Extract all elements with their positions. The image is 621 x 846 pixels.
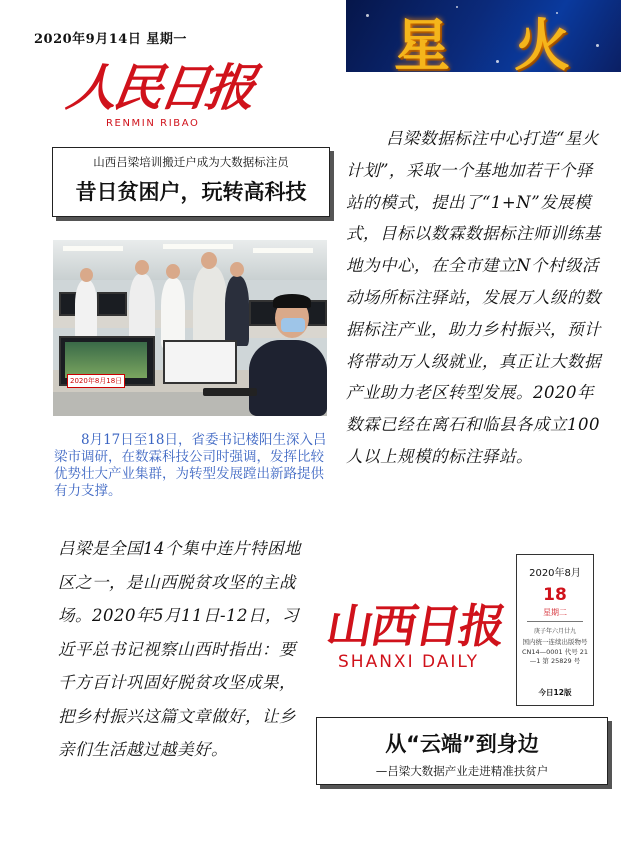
xinghuo-banner xyxy=(346,0,621,72)
issue-date: 2020年9月14日 星期一 xyxy=(34,32,187,47)
headline-subtitle: 山西吕梁培训搬迁户成为大数据标注员 xyxy=(93,155,289,169)
headline-box xyxy=(52,147,330,217)
right-body-text: 吕梁数据标注中心打造“星火计划”，采取一个基地加若干个驿站的模式，提出了“1+N”发展模式，目标以数霖数据标注师训练基地为中心，在全市建立N个村级活动场所标注驿站，发展万人级的数据标注产业，助力乡村振兴，预计将带动万人级就业，真正让大数据产业助力老区转型发展。2020年数霖已经在离石和临县各成立100人以上规模的标注驿站。 xyxy=(346,129,601,466)
shanxi-logo-chinese: 山西日报 xyxy=(322,599,509,653)
xinghuo-char-1: 星 xyxy=(394,13,450,72)
xinghuo-char-2: 火 xyxy=(514,13,570,72)
bottom-headline-box xyxy=(316,717,608,785)
photo-caption: 8月17日至18日，省委书记楼阳生深入吕梁市调研，在数霖科技公司时强调，发挥比较优势壮大产业集群，为转型发展蹚出新路提供有力支撑。 xyxy=(54,432,327,499)
issue-date-box xyxy=(516,554,594,706)
news-photo xyxy=(53,240,327,416)
date-box-divider xyxy=(527,621,583,622)
photo-timestamp: 2020年8月18日 xyxy=(67,374,125,388)
shanxi-daily-logo xyxy=(322,590,509,682)
bottom-headline-subtitle: —吕梁大数据产业走进精准扶贫户 xyxy=(375,764,549,778)
left-body-text: 吕梁是全国14个集中连片特困地区之一，是山西脱贫攻坚的主战场。2020年5月11日-12日，习近平总书记视察山西时指出：要千方百计巩固好脱贫攻坚成果，把乡村振兴这篇文章做好，让乡亲们生活越过越美好。 xyxy=(58,539,301,759)
shanxi-logo-english: SHANXI DAILY xyxy=(338,652,480,672)
date-box-weekday: 星期二 xyxy=(543,608,567,617)
date-box-pages: 今日12版 xyxy=(538,688,572,697)
date-box-lunar: 庚子年六月廿九 xyxy=(533,628,576,635)
date-box-day: 18 xyxy=(543,585,567,605)
headline-title: 昔日贫困户，玩转高科技 xyxy=(75,180,307,204)
renmin-ribao-logo xyxy=(63,48,256,143)
bottom-headline-title: 从“云端”到身边 xyxy=(385,732,539,756)
date-box-publication-info: 国内统一连续出版物号 CN14—0001 代号 21—1 第 25829 号 xyxy=(521,638,589,665)
renmin-logo-chinese: 人民日报 xyxy=(63,58,256,117)
renmin-logo-pinyin: RENMIN RIBAO xyxy=(106,118,200,129)
date-box-year-month: 2020年8月 xyxy=(529,568,581,579)
